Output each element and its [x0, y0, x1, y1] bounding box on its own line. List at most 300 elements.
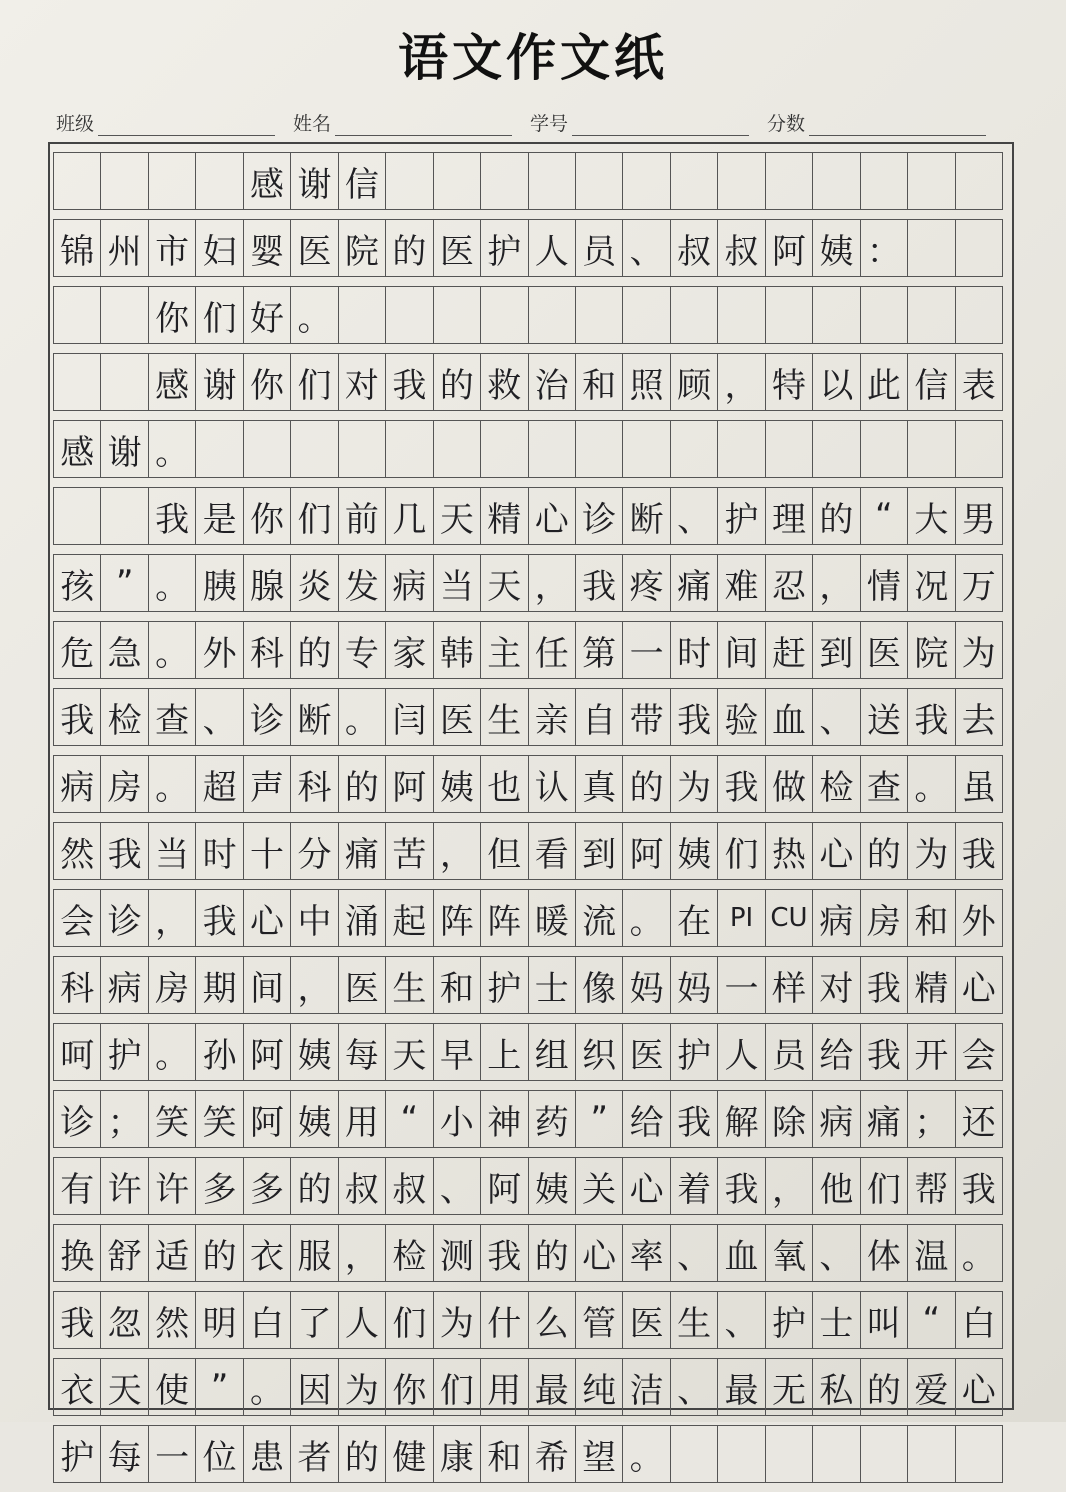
grid-cell: 天: [434, 488, 481, 544]
grid-cell: 温: [908, 1225, 955, 1281]
grid-cell: 心: [576, 1225, 623, 1281]
grid-cell: 适: [149, 1225, 196, 1281]
grid-cell: 为: [671, 756, 718, 812]
grid-cell: 的: [861, 1359, 908, 1415]
grid-cell: 者: [291, 1426, 338, 1482]
grid-cell: 白: [244, 1292, 291, 1348]
grid-cell: 小: [434, 1091, 481, 1147]
grid-cell: 感: [54, 421, 101, 477]
grid-cell: 危: [54, 622, 101, 678]
grid-cell: [434, 287, 481, 343]
grid-cell: 阵: [481, 890, 528, 946]
grid-cell: 照: [623, 354, 670, 410]
grid-cell: 天: [481, 555, 528, 611]
grid-cell: 去: [956, 689, 1003, 745]
grid-cell: 给: [623, 1091, 670, 1147]
info-class-label: 班级: [56, 113, 95, 135]
grid-cell: [671, 421, 718, 477]
grid-cell: 们: [291, 488, 338, 544]
grid-cell: 体: [861, 1225, 908, 1281]
grid-cell: 我: [386, 354, 433, 410]
grid-cell: 心: [529, 488, 576, 544]
info-student-id-label: 学号: [530, 113, 569, 135]
grid-cell: 生: [481, 689, 528, 745]
grid-row: [53, 152, 1003, 210]
grid-cell: 韩: [434, 622, 481, 678]
grid-cell: 胰: [196, 555, 243, 611]
grid-cell: 带: [623, 689, 670, 745]
grid-cell: “: [861, 488, 908, 544]
grid-cell: [339, 287, 386, 343]
grid-cell: [718, 153, 765, 209]
grid-cell: 生: [386, 957, 433, 1013]
grid-cell: 纯: [576, 1359, 623, 1415]
grid-cell: 阿: [766, 220, 813, 276]
info-student-id: [530, 109, 749, 136]
grid-cell: 望: [576, 1426, 623, 1482]
grid-cell: 市: [149, 220, 196, 276]
grid-cell: [339, 421, 386, 477]
grid-cell: 、: [671, 488, 718, 544]
grid-cell: 开: [908, 1024, 955, 1080]
grid-cell: [861, 421, 908, 477]
grid-cell: 诊: [54, 1091, 101, 1147]
grid-cell: 们: [196, 287, 243, 343]
grid-cell: 心: [244, 890, 291, 946]
grid-cell: 热: [766, 823, 813, 879]
grid-cell: [671, 287, 718, 343]
grid-cell: 的: [434, 354, 481, 410]
grid-cell: [576, 421, 623, 477]
grid-cell: [766, 153, 813, 209]
grid-cell: 明: [196, 1292, 243, 1348]
grid-cell: 白: [956, 1292, 1003, 1348]
grid-row: [53, 1291, 1003, 1349]
grid-cell: 我: [908, 689, 955, 745]
info-class-line: [98, 113, 275, 136]
grid-row: [53, 1023, 1003, 1081]
grid-cell: 我: [671, 1091, 718, 1147]
grid-cell: 什: [481, 1292, 528, 1348]
grid-cell: 。: [149, 555, 196, 611]
grid-cell: 病: [813, 890, 860, 946]
grid-cell: ，: [718, 354, 765, 410]
grid-cell: 衣: [244, 1225, 291, 1281]
grid-cell: 叔: [671, 220, 718, 276]
grid-cell: 痛: [339, 823, 386, 879]
grid-cell: [908, 220, 955, 276]
grid-cell: 感: [149, 354, 196, 410]
grid-cell: 医: [434, 220, 481, 276]
grid-cell: [101, 287, 148, 343]
grid-cell: [813, 421, 860, 477]
grid-cell: 、: [434, 1158, 481, 1214]
grid-cell: 主: [481, 622, 528, 678]
grid-cell: [813, 1426, 860, 1482]
grid-cell: 护: [54, 1426, 101, 1482]
grid-cell: 的: [291, 1158, 338, 1214]
grid-cell: 房: [861, 890, 908, 946]
grid-cell: ：: [861, 220, 908, 276]
grid-cell: 的: [529, 1225, 576, 1281]
grid-cell: 以: [813, 354, 860, 410]
grid-cell: 但: [481, 823, 528, 879]
grid-cell: 暖: [529, 890, 576, 946]
grid-cell: 断: [623, 488, 670, 544]
grid-cell: 。: [149, 1024, 196, 1080]
grid-cell: 是: [196, 488, 243, 544]
grid-cell: [54, 354, 101, 410]
grid-cell: [291, 421, 338, 477]
grid-cell: 会: [956, 1024, 1003, 1080]
grid-cell: 检: [386, 1225, 433, 1281]
grid-cell: 妈: [671, 957, 718, 1013]
grid-cell: 为: [956, 622, 1003, 678]
grid-cell: [813, 287, 860, 343]
info-name: [293, 109, 512, 136]
grid-cell: 做: [766, 756, 813, 812]
grid-cell: 、: [718, 1292, 765, 1348]
grid-cell: 人: [529, 220, 576, 276]
grid-cell: 为: [908, 823, 955, 879]
grid-cell: 情: [861, 555, 908, 611]
grid-cell: 忽: [101, 1292, 148, 1348]
grid-cell: 苦: [386, 823, 433, 879]
grid-row: [53, 755, 1003, 813]
grid-cell: 阿: [481, 1158, 528, 1214]
grid-cell: [434, 153, 481, 209]
grid-cell: 特: [766, 354, 813, 410]
grid-cell: 精: [908, 957, 955, 1013]
grid-cell: 管: [576, 1292, 623, 1348]
grid-row: [53, 487, 1003, 545]
grid-cell: [908, 153, 955, 209]
grid-cell: 叔: [339, 1158, 386, 1214]
grid-cell: 医: [291, 220, 338, 276]
grid-cell: 声: [244, 756, 291, 812]
grid-cell: 闫: [386, 689, 433, 745]
grid-cell: 许: [101, 1158, 148, 1214]
grid-cell: 到: [813, 622, 860, 678]
grid-cell: 一: [149, 1426, 196, 1482]
grid-cell: 的: [861, 823, 908, 879]
grid-cell: 阿: [623, 823, 670, 879]
grid-cell: 心: [623, 1158, 670, 1214]
grid-cell: 阿: [244, 1024, 291, 1080]
grid-cell: [861, 1426, 908, 1482]
grid-cell: 笑: [149, 1091, 196, 1147]
grid-cell: 天: [386, 1024, 433, 1080]
grid-cell: 还: [956, 1091, 1003, 1147]
grid-cell: 们: [291, 354, 338, 410]
grid-cell: 护: [101, 1024, 148, 1080]
grid-cell: [386, 287, 433, 343]
grid-cell: 、: [196, 689, 243, 745]
grid-cell: 病: [813, 1091, 860, 1147]
grid-cell: 和: [434, 957, 481, 1013]
grid-row: [53, 219, 1003, 277]
grid-cell: 姨: [671, 823, 718, 879]
grid-cell: 科: [244, 622, 291, 678]
grid-cell: 起: [386, 890, 433, 946]
grid-cell: 员: [576, 220, 623, 276]
grid-cell: 。: [956, 1225, 1003, 1281]
grid-cell: 第: [576, 622, 623, 678]
info-score: [767, 109, 986, 136]
grid-cell: 多: [196, 1158, 243, 1214]
grid-cell: 洁: [623, 1359, 670, 1415]
grid-cell: 我: [54, 689, 101, 745]
grid-row: [53, 554, 1003, 612]
grid-cell: 你: [244, 354, 291, 410]
grid-cell: [956, 1426, 1003, 1482]
grid-cell: 么: [529, 1292, 576, 1348]
grid-cell: 医: [861, 622, 908, 678]
grid-cell: 位: [196, 1426, 243, 1482]
grid-cell: 和: [576, 354, 623, 410]
grid-cell: 外: [196, 622, 243, 678]
grid-cell: 信: [339, 153, 386, 209]
grid-cell: ，: [766, 1158, 813, 1214]
grid-cell: 医: [434, 689, 481, 745]
grid-cell: 为: [339, 1359, 386, 1415]
grid-cell: [101, 488, 148, 544]
grid-cell: 他: [813, 1158, 860, 1214]
grid-cell: 神: [481, 1091, 528, 1147]
grid-cell: 送: [861, 689, 908, 745]
grid-cell: 感: [244, 153, 291, 209]
grid-cell: 。: [623, 1426, 670, 1482]
grid-row: [53, 1224, 1003, 1282]
grid-cell: [861, 287, 908, 343]
grid-cell: 有: [54, 1158, 101, 1214]
grid-cell: [576, 287, 623, 343]
grid-row: [53, 353, 1003, 411]
grid-cell: 阿: [386, 756, 433, 812]
grid-cell: 锦: [54, 220, 101, 276]
grid-cell: ；: [101, 1091, 148, 1147]
grid-cell: 关: [576, 1158, 623, 1214]
grid-cell: 查: [149, 689, 196, 745]
grid-cell: 况: [908, 555, 955, 611]
grid-cell: 炎: [291, 555, 338, 611]
grid-cell: 诊: [576, 488, 623, 544]
grid-cell: 织: [576, 1024, 623, 1080]
grid-cell: [529, 287, 576, 343]
grid-cell: 婴: [244, 220, 291, 276]
grid-cell: 科: [54, 957, 101, 1013]
grid-cell: 阿: [244, 1091, 291, 1147]
grid-cell: 、: [813, 1225, 860, 1281]
grid-cell: 因: [291, 1359, 338, 1415]
grid-cell: 你: [244, 488, 291, 544]
grid-cell: 期: [196, 957, 243, 1013]
grid-cell: 此: [861, 354, 908, 410]
grid-cell: 病: [101, 957, 148, 1013]
grid-row: [53, 286, 1003, 344]
grid-cell: [481, 421, 528, 477]
grid-cell: 谢: [101, 421, 148, 477]
grid-cell: 用: [339, 1091, 386, 1147]
grid-cell: 会: [54, 890, 101, 946]
grid-cell: 间: [718, 622, 765, 678]
grid-cell: 姨: [291, 1091, 338, 1147]
grid-cell: 血: [766, 689, 813, 745]
grid-cell: 阵: [434, 890, 481, 946]
grid-cell: 表: [956, 354, 1003, 410]
grid-cell: 。: [149, 756, 196, 812]
grid-cell: 们: [861, 1158, 908, 1214]
grid-cell: 姨: [813, 220, 860, 276]
grid-cell: [576, 153, 623, 209]
grid-cell: [766, 287, 813, 343]
grid-cell: [196, 421, 243, 477]
grid-cell: 护: [481, 220, 528, 276]
grid-cell: [956, 421, 1003, 477]
grid-cell: PI: [718, 890, 765, 946]
grid-row: [53, 889, 1003, 947]
grid-cell: 谢: [196, 354, 243, 410]
grid-cell: 药: [529, 1091, 576, 1147]
grid-cell: 科: [291, 756, 338, 812]
grid-cell: 医: [623, 1024, 670, 1080]
grid-cell: 和: [481, 1426, 528, 1482]
grid-cell: 像: [576, 957, 623, 1013]
grid-cell: [813, 153, 860, 209]
grid-cell: 断: [291, 689, 338, 745]
grid-cell: 我: [956, 823, 1003, 879]
grid-cell: 们: [434, 1359, 481, 1415]
grid-cell: 间: [244, 957, 291, 1013]
grid-row: [53, 420, 1003, 478]
grid-cell: 忍: [766, 555, 813, 611]
grid-cell: [386, 153, 433, 209]
grid-cell: 院: [908, 622, 955, 678]
grid-cell: 我: [718, 756, 765, 812]
grid-cell: 、: [623, 220, 670, 276]
grid-cell: [529, 153, 576, 209]
grid-cell: [671, 1426, 718, 1482]
grid-cell: 我: [196, 890, 243, 946]
grid-cell: 院: [339, 220, 386, 276]
info-name-label: 姓名: [293, 113, 332, 135]
grid-cell: 家: [386, 622, 433, 678]
grid-cell: ”: [576, 1091, 623, 1147]
grid-cell: 验: [718, 689, 765, 745]
grid-cell: [908, 1426, 955, 1482]
grid-cell: ，: [529, 555, 576, 611]
grid-cell: [101, 354, 148, 410]
grid-cell: 的: [813, 488, 860, 544]
grid-cell: 治: [529, 354, 576, 410]
grid-cell: 为: [434, 1292, 481, 1348]
grid-cell: [244, 421, 291, 477]
grid-cell: 痛: [671, 555, 718, 611]
grid-cell: [908, 421, 955, 477]
grid-cell: 除: [766, 1091, 813, 1147]
grid-cell: [766, 1426, 813, 1482]
info-score-label: 分数: [767, 113, 806, 135]
sheet-title: 语文作文纸: [398, 28, 668, 87]
grid-cell: ，: [149, 890, 196, 946]
grid-cell: 你: [149, 287, 196, 343]
grid-cell: 测: [434, 1225, 481, 1281]
grid-row: [53, 688, 1003, 746]
grid-cell: 涌: [339, 890, 386, 946]
grid-cell: 健: [386, 1426, 433, 1482]
grid-cell: 服: [291, 1225, 338, 1281]
grid-cell: 孙: [196, 1024, 243, 1080]
grid-cell: 我: [671, 689, 718, 745]
grid-cell: 到: [576, 823, 623, 879]
grid-cell: 病: [54, 756, 101, 812]
grid-cell: [481, 153, 528, 209]
grid-cell: 医: [339, 957, 386, 1013]
grid-cell: 早: [434, 1024, 481, 1080]
grid-cell: 率: [623, 1225, 670, 1281]
grid-cell: 组: [529, 1024, 576, 1080]
grid-cell: 然: [149, 1292, 196, 1348]
grid-cell: 姨: [529, 1158, 576, 1214]
grid-cell: 许: [149, 1158, 196, 1214]
grid-cell: 多: [244, 1158, 291, 1214]
grid-cell: ，: [813, 555, 860, 611]
grid-cell: 员: [766, 1024, 813, 1080]
grid-cell: 心: [956, 957, 1003, 1013]
grid-cell: 病: [386, 555, 433, 611]
grid-cell: ，: [291, 957, 338, 1013]
grid-cell: 大: [908, 488, 955, 544]
grid-cell: ；: [908, 1091, 955, 1147]
grid-cell: 心: [813, 823, 860, 879]
grid-cell: 的: [386, 220, 433, 276]
grid-cell: 人: [339, 1292, 386, 1348]
grid-cell: 患: [244, 1426, 291, 1482]
grid-cell: 疼: [623, 555, 670, 611]
grid-cell: 们: [386, 1292, 433, 1348]
grid-cell: [481, 287, 528, 343]
writing-grid: [53, 152, 1003, 1492]
grid-cell: 爱: [908, 1359, 955, 1415]
grid-cell: [54, 488, 101, 544]
grid-cell: 当: [434, 555, 481, 611]
grid-cell: [101, 153, 148, 209]
grid-cell: [529, 421, 576, 477]
grid-cell: 诊: [244, 689, 291, 745]
grid-cell: 你: [386, 1359, 433, 1415]
grid-cell: 无: [766, 1359, 813, 1415]
grid-cell: “: [386, 1091, 433, 1147]
grid-cell: 笑: [196, 1091, 243, 1147]
grid-cell: 样: [766, 957, 813, 1013]
grid-cell: 。: [339, 689, 386, 745]
grid-cell: 舒: [101, 1225, 148, 1281]
grid-cell: 的: [291, 622, 338, 678]
grid-cell: [718, 1426, 765, 1482]
grid-cell: 我: [101, 823, 148, 879]
grid-cell: 一: [623, 622, 670, 678]
grid-cell: 生: [671, 1292, 718, 1348]
grid-cell: 希: [529, 1426, 576, 1482]
info-score-line: [809, 113, 986, 136]
grid-cell: 衣: [54, 1359, 101, 1415]
grid-cell: 们: [718, 823, 765, 879]
grid-cell: 。: [149, 622, 196, 678]
grid-cell: 我: [861, 1024, 908, 1080]
grid-cell: 虽: [956, 756, 1003, 812]
grid-cell: 几: [386, 488, 433, 544]
grid-cell: 信: [908, 354, 955, 410]
